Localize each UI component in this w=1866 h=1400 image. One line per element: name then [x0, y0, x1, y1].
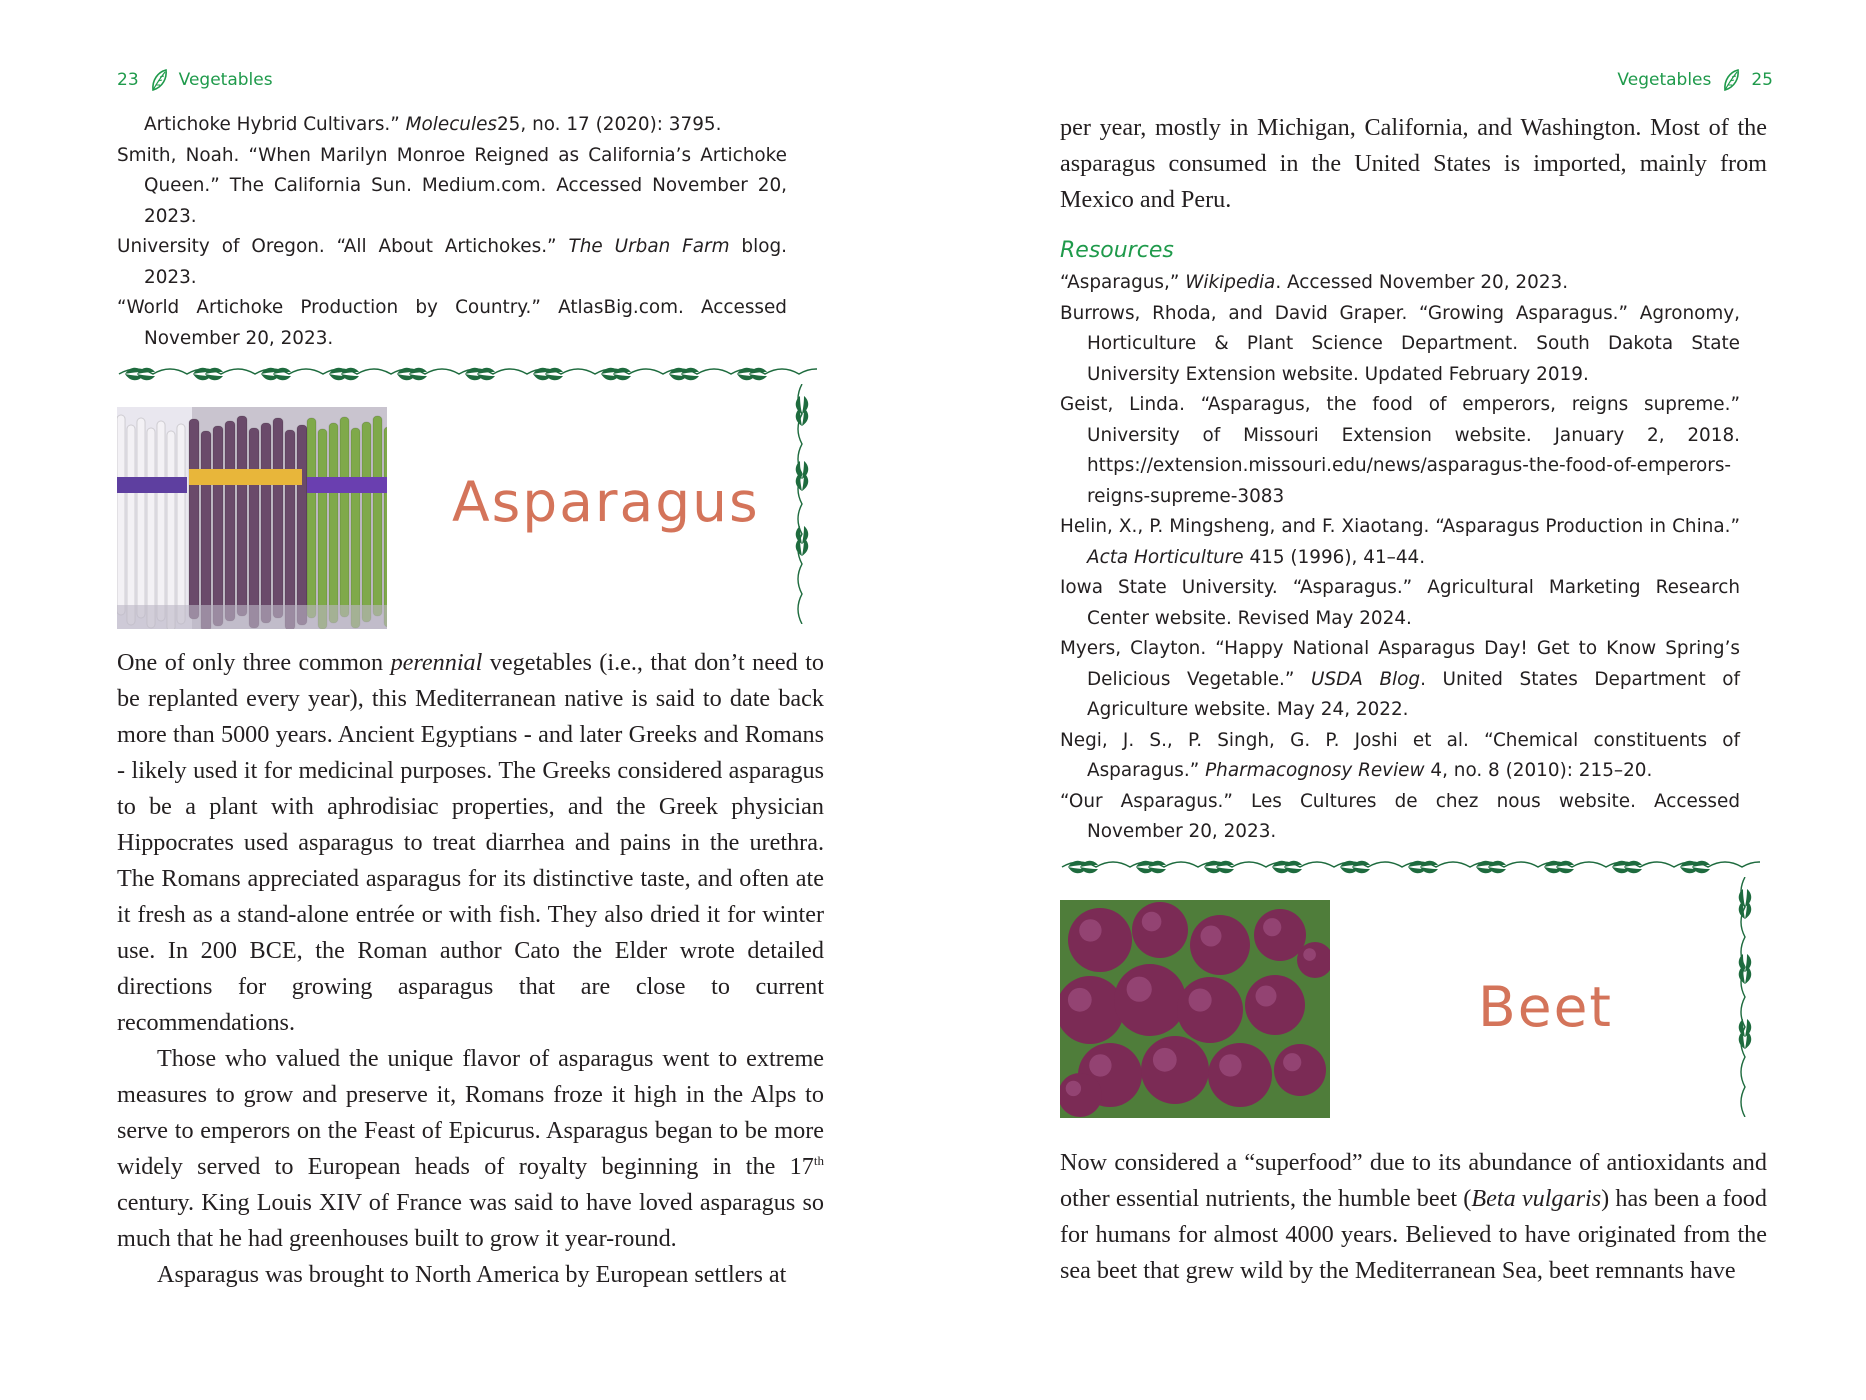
- running-header-right: [1617, 68, 1773, 92]
- page-number: 23: [117, 70, 139, 90]
- vine-border-side: [1730, 877, 1760, 1117]
- right-page: [933, 0, 1866, 1400]
- body-text: [117, 645, 824, 1293]
- leaf-icon: [1721, 68, 1741, 92]
- resources-heading: Resources: [1060, 238, 1174, 263]
- running-header-left: [117, 68, 273, 92]
- reference-entry: “Our Asparagus.” Les Cultures de chez nous website. Accessed November 20, 2023.: [1060, 790, 1740, 842]
- reference-entry: University of Oregon. “All About Artichokes.” The Urban Farm blog. 2023.: [117, 236, 787, 288]
- paragraph: Now considered a “superfood” due to its abundance of antioxidants and other essential nutrients, the humble beet (Beta vulgaris) has been a food for humans for almost 4000 years. Believed to have originated from the sea beet that grew wild by the Mediterranean Sea, beet remnants have: [1060, 1149, 1767, 1284]
- page-number: 25: [1751, 70, 1773, 90]
- references-list: [117, 110, 787, 354]
- body-text-continued: [1060, 110, 1767, 218]
- beet-photo: [1060, 900, 1330, 1118]
- paragraph: Those who valued the unique flavor of asparagus went to extreme measures to grow and preserve it, Romans froze it high in the Alps to serve to emperors on the Feast of Epicurus. Asparagus began to be more widely served to European heads of royalty beginning in the 17th century. King Louis XIV of France was said to have loved asparagus so much that he had greenhouses built to grow it year-round.: [117, 1045, 824, 1252]
- resources-list: [1060, 268, 1740, 848]
- paragraph: One of only three common perennial vegetables (i.e., that don’t need to be replanted every year), this Mediterranean native is said to date back more than 5000 years. Ancient Egyptians - and later Greeks and Romans - likely used it for medicinal purposes. The Greeks considered asparagus to be a plant with aphrodisiac properties, and the Greek physician Hippocrates used asparagus to treat diarrhea and pains in the urethra. The Romans appreciated asparagus for its distinctive taste, and often ate it fresh as a stand-alone entrée or with fish. They also dried it for winter use. In 200 BCE, the Roman author Cato the Elder wrote detailed directions for growing asparagus that are close to current recommendations.: [117, 649, 825, 1036]
- reference-entry: Negi, J. S., P. Singh, G. P. Joshi et al. “Chemical constituents of Asparagus.” Pharmacognosy Review 4, no. 8 (2010): 215–20.: [1060, 729, 1740, 781]
- section-title: Asparagus: [452, 470, 760, 534]
- beet-section-header: [1060, 855, 1760, 1115]
- section-name: Vegetables: [1617, 70, 1712, 90]
- reference-entry: Helin, X., P. Mingsheng, and F. Xiaotang. “Asparagus Production in China.” Acta Horticulture 415 (1996), 41–44.: [1060, 516, 1740, 568]
- asparagus-photo: [117, 407, 387, 629]
- reference-entry: Myers, Clayton. “Happy National Asparagus Day! Get to Know Spring’s Delicious Vegetable.” USDA Blog. United States Department of Agriculture website. May 24, 2022.: [1060, 638, 1740, 720]
- vine-border-side: [787, 384, 817, 624]
- paragraph: per year, mostly in Michigan, California, and Washington. Most of the asparagus consumed in the United States is imported, mainly from Mexico and Peru.: [1060, 114, 1767, 213]
- body-text: [1060, 1145, 1767, 1289]
- reference-entry: Artichoke Hybrid Cultivars.” Molecules25, no. 17 (2020): 3795.: [144, 114, 722, 135]
- reference-entry: Iowa State University. “Asparagus.” Agricultural Marketing Research Center website. Revised May 2024.: [1060, 577, 1740, 629]
- reference-entry: Burrows, Rhoda, and David Graper. “Growing Asparagus.” Agronomy, Horticulture & Plant Science Department. South Dakota State University Extension website. Updated February 2019.: [1060, 302, 1740, 385]
- asparagus-section-header: [117, 362, 817, 642]
- paragraph: Asparagus was brought to North America by European settlers at: [157, 1261, 787, 1288]
- leaf-icon: [149, 68, 169, 92]
- section-title: Beet: [1478, 975, 1613, 1039]
- reference-entry: Geist, Linda. “Asparagus, the food of emperors, reigns supreme.” University of Missouri Extension website. January 2, 2018. https://extension.missouri.edu/news/asparagus-the-food-of-emperors-reigns-supreme-3083: [1060, 394, 1740, 507]
- reference-entry: “Asparagus,” Wikipedia. Accessed November 20, 2023.: [1060, 272, 1569, 293]
- reference-entry: “World Artichoke Production by Country.” AtlasBig.com. Accessed November 20, 2023.: [117, 297, 787, 349]
- vine-border-top: [1060, 855, 1760, 885]
- section-name: Vegetables: [178, 70, 273, 90]
- vine-border-top: [117, 362, 817, 392]
- reference-entry: Smith, Noah. “When Marilyn Monroe Reigned as California’s Artichoke Queen.” The California Sun. Medium.com. Accessed November 20, 2023.: [117, 144, 787, 227]
